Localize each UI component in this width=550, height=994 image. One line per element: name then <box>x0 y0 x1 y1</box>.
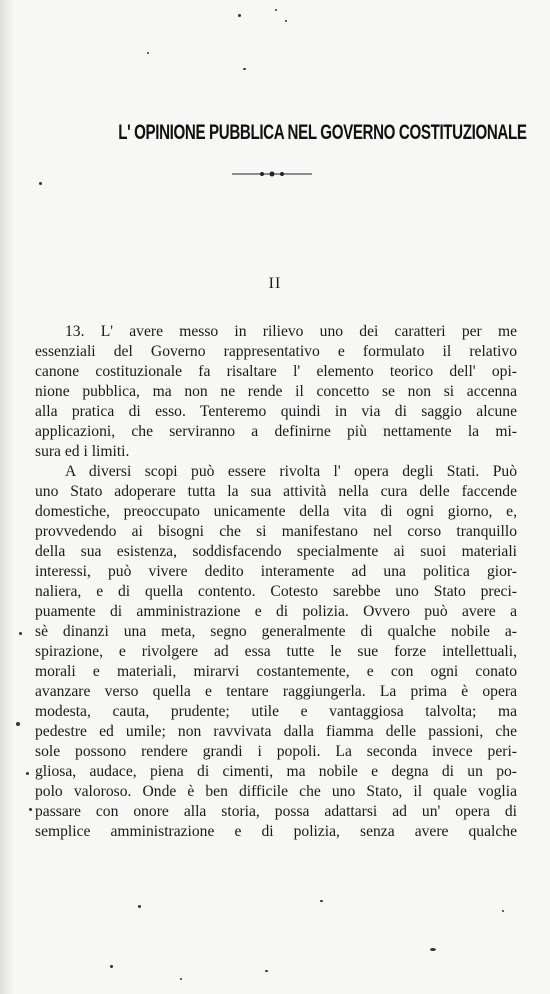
text-line: gliosa, audace, piena di cimenti, ma nobile e degna di un po- <box>35 763 517 780</box>
scan-speck <box>502 910 504 912</box>
chapter-title: L' OPINIONE PUBBLICA NEL GOVERNO COSTITUZIONALE <box>118 121 527 144</box>
text-line: semplice amministrazione e di polizia, senza avere qualche <box>35 823 517 840</box>
text-line: canone costituzionale fa risaltare l' elemento teorico dell' opi- <box>35 363 517 380</box>
scan-speck <box>138 905 141 908</box>
scan-speck <box>275 9 277 11</box>
text-line: pedestre ed umile; non ravvivata dalla fiamma delle passioni, che <box>35 723 517 740</box>
text-line: A diversi scopi può essere rivolta l' opera degli Stati. Può <box>65 463 517 480</box>
text-line: morali e materiali, mirarvi costantemente, e con ogni conato <box>35 663 517 680</box>
scan-speck <box>320 900 323 902</box>
text-line: provvedendo ai bisogni che si manifestano nel corso tranquillo <box>35 523 517 540</box>
scan-speck <box>180 978 182 980</box>
text-line: domestiche, preoccupato unicamente della vita di ogni giorno, e, <box>35 503 517 520</box>
page-edge-shadow <box>0 0 14 994</box>
scan-speck <box>26 772 29 775</box>
text-line: sole possono rendere grandi i popoli. La seconda invece peri- <box>35 743 517 760</box>
text-line: passare con onore alla storia, possa adattarsi ad un' opera di <box>35 803 517 820</box>
body-text <box>35 322 517 842</box>
text-line: modesta, cauta, prudente; utile e vantaggiosa talvolta; ma <box>35 703 517 720</box>
scan-speck <box>238 14 241 17</box>
text-line: della sua esistenza, soddisfacendo specialmente ai suoi materiali <box>35 543 517 560</box>
scan-speck <box>430 948 436 951</box>
scan-speck <box>265 970 268 972</box>
text-line: 13. L' avere messo in rilievo uno dei caratteri per me <box>65 323 517 340</box>
text-line: interessi, può vivere dedito interamente ad una politica gior- <box>35 563 517 580</box>
scan-speck <box>285 20 287 22</box>
text-line: applicazioni, che serviranno a definirne più nettamente la mi- <box>35 423 517 440</box>
scan-speck <box>39 182 42 185</box>
scan-speck <box>16 722 20 726</box>
section-number: II <box>268 275 282 292</box>
text-line: sura ed i limiti. <box>35 443 130 460</box>
text-line: uno Stato adoperare tutta la sua attività nella cura delle faccende <box>35 483 517 500</box>
title-ornament-divider <box>232 170 312 178</box>
scan-speck <box>110 965 113 968</box>
text-line: polo valoroso. Onde è ben difficile che uno Stato, il quale voglia <box>35 783 517 800</box>
text-line: naliera, e di quella contento. Cotesto sarebbe uno Stato preci- <box>35 583 517 600</box>
scan-speck <box>19 632 22 635</box>
text-line: alla pratica di esso. Tenteremo quindi in via di saggio alcune <box>35 403 517 420</box>
text-line: nione pubblica, ma non ne rende il concetto se non si accenna <box>35 383 517 400</box>
scan-speck <box>147 52 149 54</box>
text-line: puamente di amministrazione e di polizia. Ovvero può avere a <box>35 603 517 620</box>
scan-speck <box>243 68 246 70</box>
text-line: avanzare verso quella e tentare raggiungerla. La prima è opera <box>35 683 517 700</box>
text-line: sè dinanzi una meta, segno generalmente di qualche nobile a- <box>35 623 517 640</box>
text-line: essenziali del Governo rappresentativo e formulato il relativo <box>35 343 517 360</box>
text-line: spirazione, e rivolgere ad essa tutte le sue forze intellettuali, <box>35 643 517 660</box>
scan-speck <box>29 808 32 811</box>
